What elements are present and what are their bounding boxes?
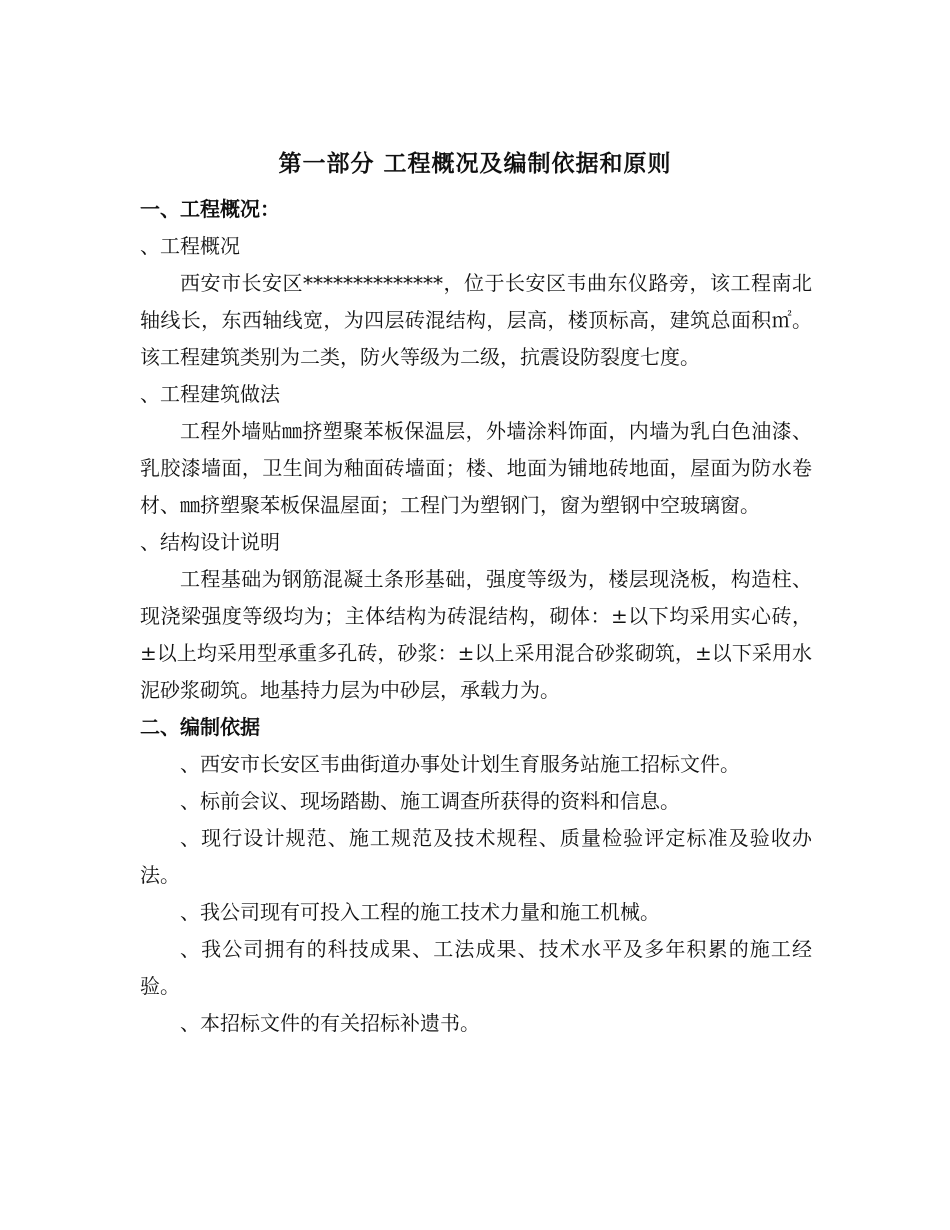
subsection-heading-overview: 、工程概况 — [140, 234, 240, 258]
section-heading-overview: 一、工程概况： — [140, 197, 280, 221]
subsection-heading-architecture: 、工程建筑做法 — [140, 382, 280, 406]
list-item: 、标前会议、现场踏勘、施工调查所获得的资料和信息。 — [180, 789, 680, 813]
paragraph-architecture: 工程外墙贴㎜挤塑聚苯板保温层，外墙涂料饰面，内墙为乳白色油漆、乳胶漆墙面，卫生间为釉面砖墙面；楼、地面为铺地砖地面，屋面为防水卷材、㎜挤塑聚苯板保温屋面；工程门为塑钢门，窗为塑钢中空玻璃窗。 — [140, 419, 812, 517]
page-title: 第一部分 工程概况及编制依据和原则 — [278, 151, 672, 177]
list-item: 、我公司拥有的科技成果、工法成果、技术水平及多年积累的施工经验。 — [140, 937, 812, 998]
document-body — [140, 191, 812, 1042]
section-heading-basis: 二、编制依据 — [140, 715, 260, 739]
list-item: 、本招标文件的有关招标补遗书。 — [180, 1011, 480, 1035]
paragraph-overview: 西安市长安区**************，位于长安区韦曲东仪路旁，该工程南北轴线长，东西轴线宽，为四层砖混结构，层高，楼顶标高，建筑总面积㎡。该工程建筑类别为二类，防火等级为二级，抗震设防裂度七度。 — [140, 271, 812, 369]
list-item: 、现行设计规范、施工规范及技术规程、质量检验评定标准及验收办法。 — [140, 826, 812, 887]
subsection-heading-structure: 、结构设计说明 — [140, 530, 280, 554]
list-item: 、西安市长安区韦曲街道办事处计划生育服务站施工招标文件。 — [180, 752, 740, 776]
list-item: 、我公司现有可投入工程的施工技术力量和施工机械。 — [180, 900, 660, 924]
paragraph-structure: 工程基础为钢筋混凝土条形基础，强度等级为，楼层现浇板，构造柱、现浇梁强度等级均为；主体结构为砖混结构，砌体：±以下均采用实心砖，±以上均采用型承重多孔砖，砂浆：±以上采用混合砂浆砌筑，±以下采用水泥砂浆砌筑。地基持力层为中砂层，承载力为。 — [140, 567, 812, 702]
